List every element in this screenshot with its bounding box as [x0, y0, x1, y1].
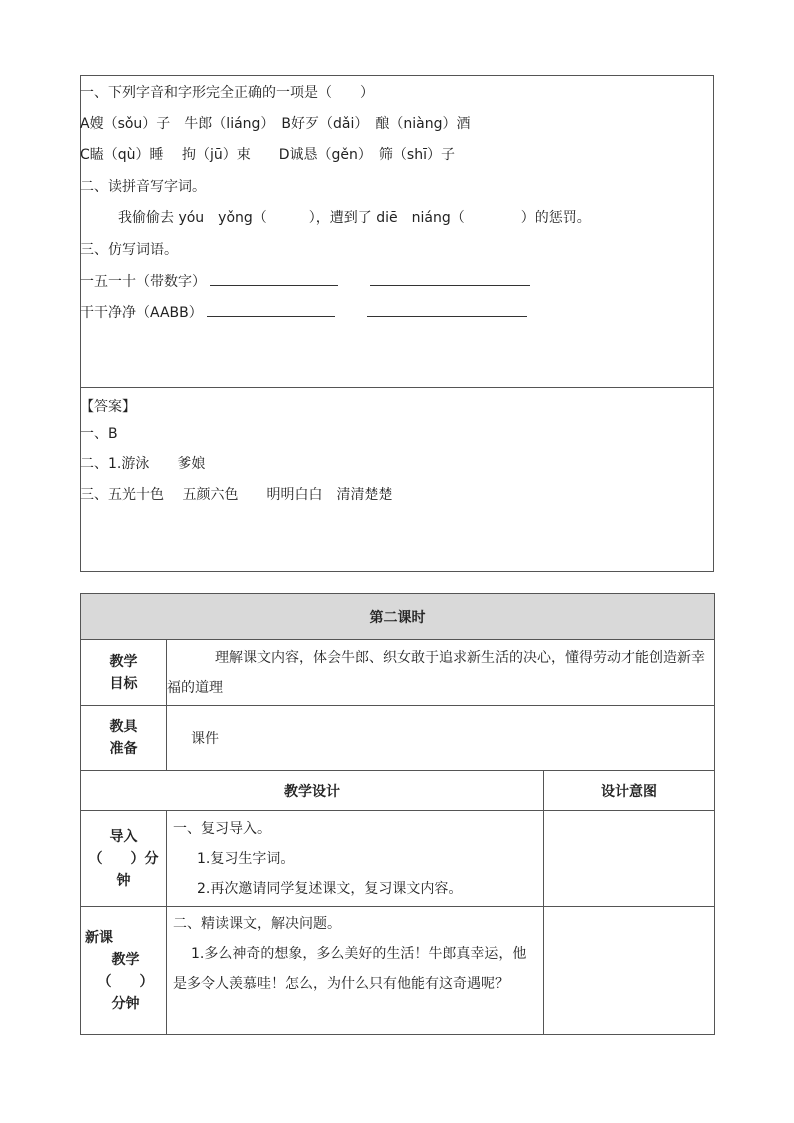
intent-header: 设计意图	[544, 771, 715, 811]
answers-box	[80, 387, 714, 572]
q1-line-a: A嫂（sǒu）子 牛郎（liáng） B好歹（dǎi） 酿（niàng）酒	[80, 116, 471, 132]
intro-content	[167, 811, 544, 907]
answers-title: 【答案】	[80, 399, 136, 415]
lesson-table	[80, 593, 715, 1035]
new-label-line3: （ ）	[97, 973, 154, 990]
new-line1: 二、精读课文，解决问题。	[173, 916, 341, 932]
q3-line1	[80, 271, 530, 292]
intro-label-line1: 导入	[109, 828, 138, 845]
intro-label-line2: （ ）分	[88, 850, 159, 867]
tools-label	[81, 706, 167, 771]
tools-label-line2: 准备	[109, 741, 138, 757]
answer-blank	[370, 271, 530, 286]
tools-text: 课件	[167, 706, 715, 771]
q3-line2	[80, 302, 527, 323]
new-label-line4: 分钟	[111, 995, 140, 1012]
new-label-line1: 新课	[85, 929, 113, 946]
q3-line1-text: 一五一十（带数字）	[80, 274, 206, 290]
new-content	[167, 907, 544, 1035]
q3-title: 三、仿写词语。	[80, 242, 178, 258]
q1-line-c: C瞌（qù）睡 拘（jū）束 D诚恳（gěn） 筛（shī）子	[80, 147, 455, 163]
goal-text: 理解课文内容，体会牛郎、织女敢于追求新生活的决心，懂得劳动才能创造新幸福的道理	[167, 640, 715, 706]
answer-blank	[210, 271, 338, 286]
intro-line3: 2.再次邀请同学复述课文，复习课文内容。	[197, 880, 463, 897]
answer-3: 三、五光十色 五颜六色 明明白白 清清楚楚	[80, 487, 393, 503]
new-label	[81, 907, 167, 1035]
answer-blank	[367, 302, 527, 317]
intro-label	[81, 811, 167, 907]
design-header: 教学设计	[81, 771, 544, 811]
new-label-line2: 教学	[111, 951, 140, 968]
answer-2: 二、1.游泳 爹娘	[80, 456, 206, 472]
q1-title: 一、下列字音和字形完全正确的一项是（ ）	[80, 85, 374, 101]
new-intent	[544, 907, 715, 1035]
q3-line2-text: 干干净净（AABB）	[80, 305, 203, 321]
goal-label-line2: 目标	[109, 675, 138, 692]
goal-label	[81, 640, 167, 706]
goal-label-line1: 教学	[109, 653, 138, 670]
intro-line2: 1.复习生字词。	[197, 850, 295, 867]
new-line2: 1.多么神奇的想象，多么美好的生活！牛郎真幸运，他是多令人羡慕哇！怎么，为什么只有他能有这奇遇呢？	[173, 946, 527, 992]
q2-text: 我偷偷去 yóu yǒng（ ），遭到了 diē niáng（ ）的惩罚。	[118, 210, 591, 226]
intro-label-line3: 钟	[116, 872, 131, 889]
q2-title: 二、读拼音写字词。	[80, 179, 206, 195]
intro-line1: 一、复习导入。	[173, 820, 271, 837]
intro-intent	[544, 811, 715, 907]
answer-blank	[207, 302, 335, 317]
answer-1: 一、B	[80, 426, 118, 442]
lesson-header: 第二课时	[81, 594, 715, 640]
tools-label-line1: 教具	[109, 719, 138, 735]
